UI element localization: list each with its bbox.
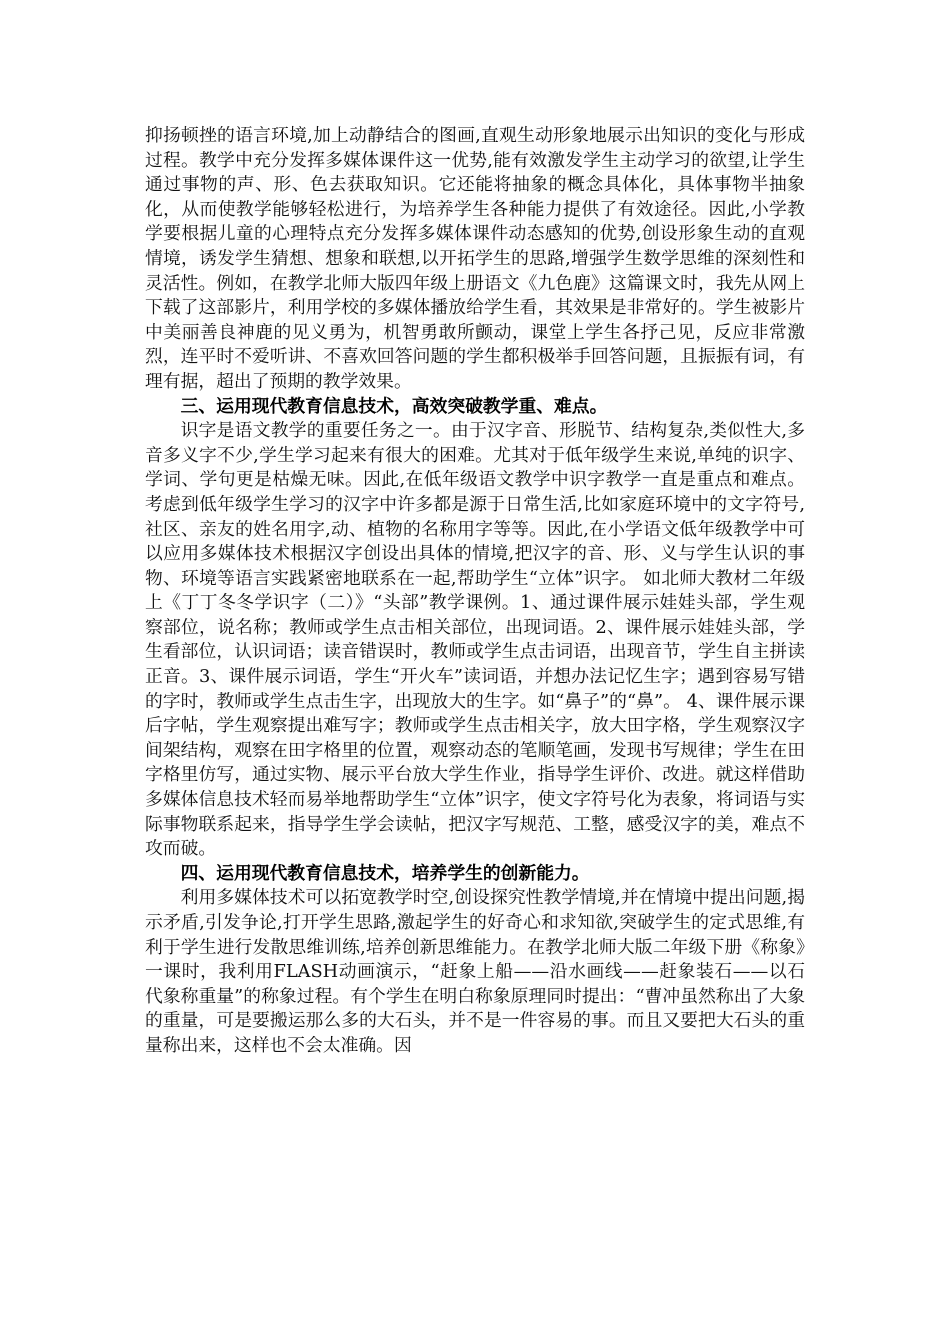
section-heading-4: 四、运用现代教育信息技术，培养学生的创新能力。 bbox=[180, 862, 590, 884]
section-heading-3: 三、运用现代教育信息技术，高效突破教学重、难点。 bbox=[180, 395, 608, 417]
document-page bbox=[145, 124, 805, 1059]
paragraph-innovation: 利用多媒体技术可以拓宽教学时空,创设探究性教学情境,并在情境中提出问题,揭示矛盾,引发争论,打开学生思路,激起学生的好奇心和求知欲,突破学生的定式思维,有利于学生进行发散思维训练,培养创新思维能力。在教学北师大版二年级下册《称象》一课时，我利用FLASH动画演示，“赶象上船——沿水画线——赶象装石——以石代象称重量”的称象过程。有个学生在明白称象原理同时提出：“曹冲虽然称出了大象的重量，可是要搬运那么多的大石头，并不是一件容易的事。而且又要把大石头的重量称出来，这样也不会太准确。因 bbox=[145, 887, 805, 1056]
paragraph-literacy: 识字是语文教学的重要任务之一。由于汉字音、形脱节、结构复杂,类似性大,多音多义字不少,学生学习起来有很大的困难。尤其对于低年级学生来说,单纯的识字、学词、学句更是枯燥无味。因此,在低年级语文教学中识字教学一直是重点和难点。考虑到低年级学生学习的汉字中许多都是源于日常生活,比如家庭环境中的文字符号,社区、亲友的姓名用字,动、植物的名称用字等等。因此,在小学语文低年级教学中可以应用多媒体技术根据汉字创设出具体的情境,把汉字的音、形、义与学生认识的事物、环境等语言实践紧密地联系在一起,帮助学生“立体”识字。 如北师大教材二年级上《丁丁冬冬学识字（二）》“头部”教学课例。1、通过课件展示娃娃头部，学生观察部位，说名称；教师或学生点击相关部位，出现词语。2、课件展示娃娃头部，学生看部位，认识词语；读音错误时，教师或学生点击词语，出现音节，学生自主拼读正音。3、课件展示词语，学生“开火车”读词语，并想办法记忆生字；遇到容易写错的字时，教师或学生点击生字，出现放大的生字。如“鼻子”的“鼻”。 4、课件展示课后字帖，学生观察提出难写字；教师或学生点击相关字，放大田字格，学生观察汉字间架结构，观察在田字格里的位置，观察动态的笔顺笔画，发现书写规律；学生在田字格里仿写，通过实物、展示平台放大学生作业，指导学生评价、改进。就这样借助多媒体信息技术轻而易举地帮助学生“立体”识字，使文字符号化为表象，将词语与实际事物联系起来，指导学生学会读帖，把汉字写规范、工整，感受汉字的美，难点不攻而破。 bbox=[145, 420, 805, 860]
paragraph-media-benefits: 抑扬顿挫的语言环境,加上动静结合的图画,直观生动形象地展示出知识的变化与形成过程。教学中充分发挥多媒体课件这一优势,能有效激发学生主动学习的欲望,让学生通过事物的声、形、色去获取知识。它还能将抽象的概念具体化，具体事物半抽象化，从而使教学能够轻松进行，为培养学生各种能力提供了有效途径。因此,小学教学要根据儿童的心理特点充分发挥多媒体课件动态感知的优势,创设形象生动的直观情境，诱发学生猜想、想象和联想,以开拓学生的思路,增强学生数学思维的深刻性和灵活性。例如，在教学北师大版四年级上册语文《九色鹿》这篇课文时，我先从网上下载了这部影片，利用学校的多媒体播放给学生看，其效果是非常好的。学生被影片中美丽善良神鹿的见义勇为，机智勇敢所颤动，课堂上学生各抒己见，反应非常激烈，连平时不爱听讲、不喜欢回答问题的学生都积极举手回答问题，且振振有词，有理有据，超出了预期的教学效果。 bbox=[145, 125, 805, 392]
